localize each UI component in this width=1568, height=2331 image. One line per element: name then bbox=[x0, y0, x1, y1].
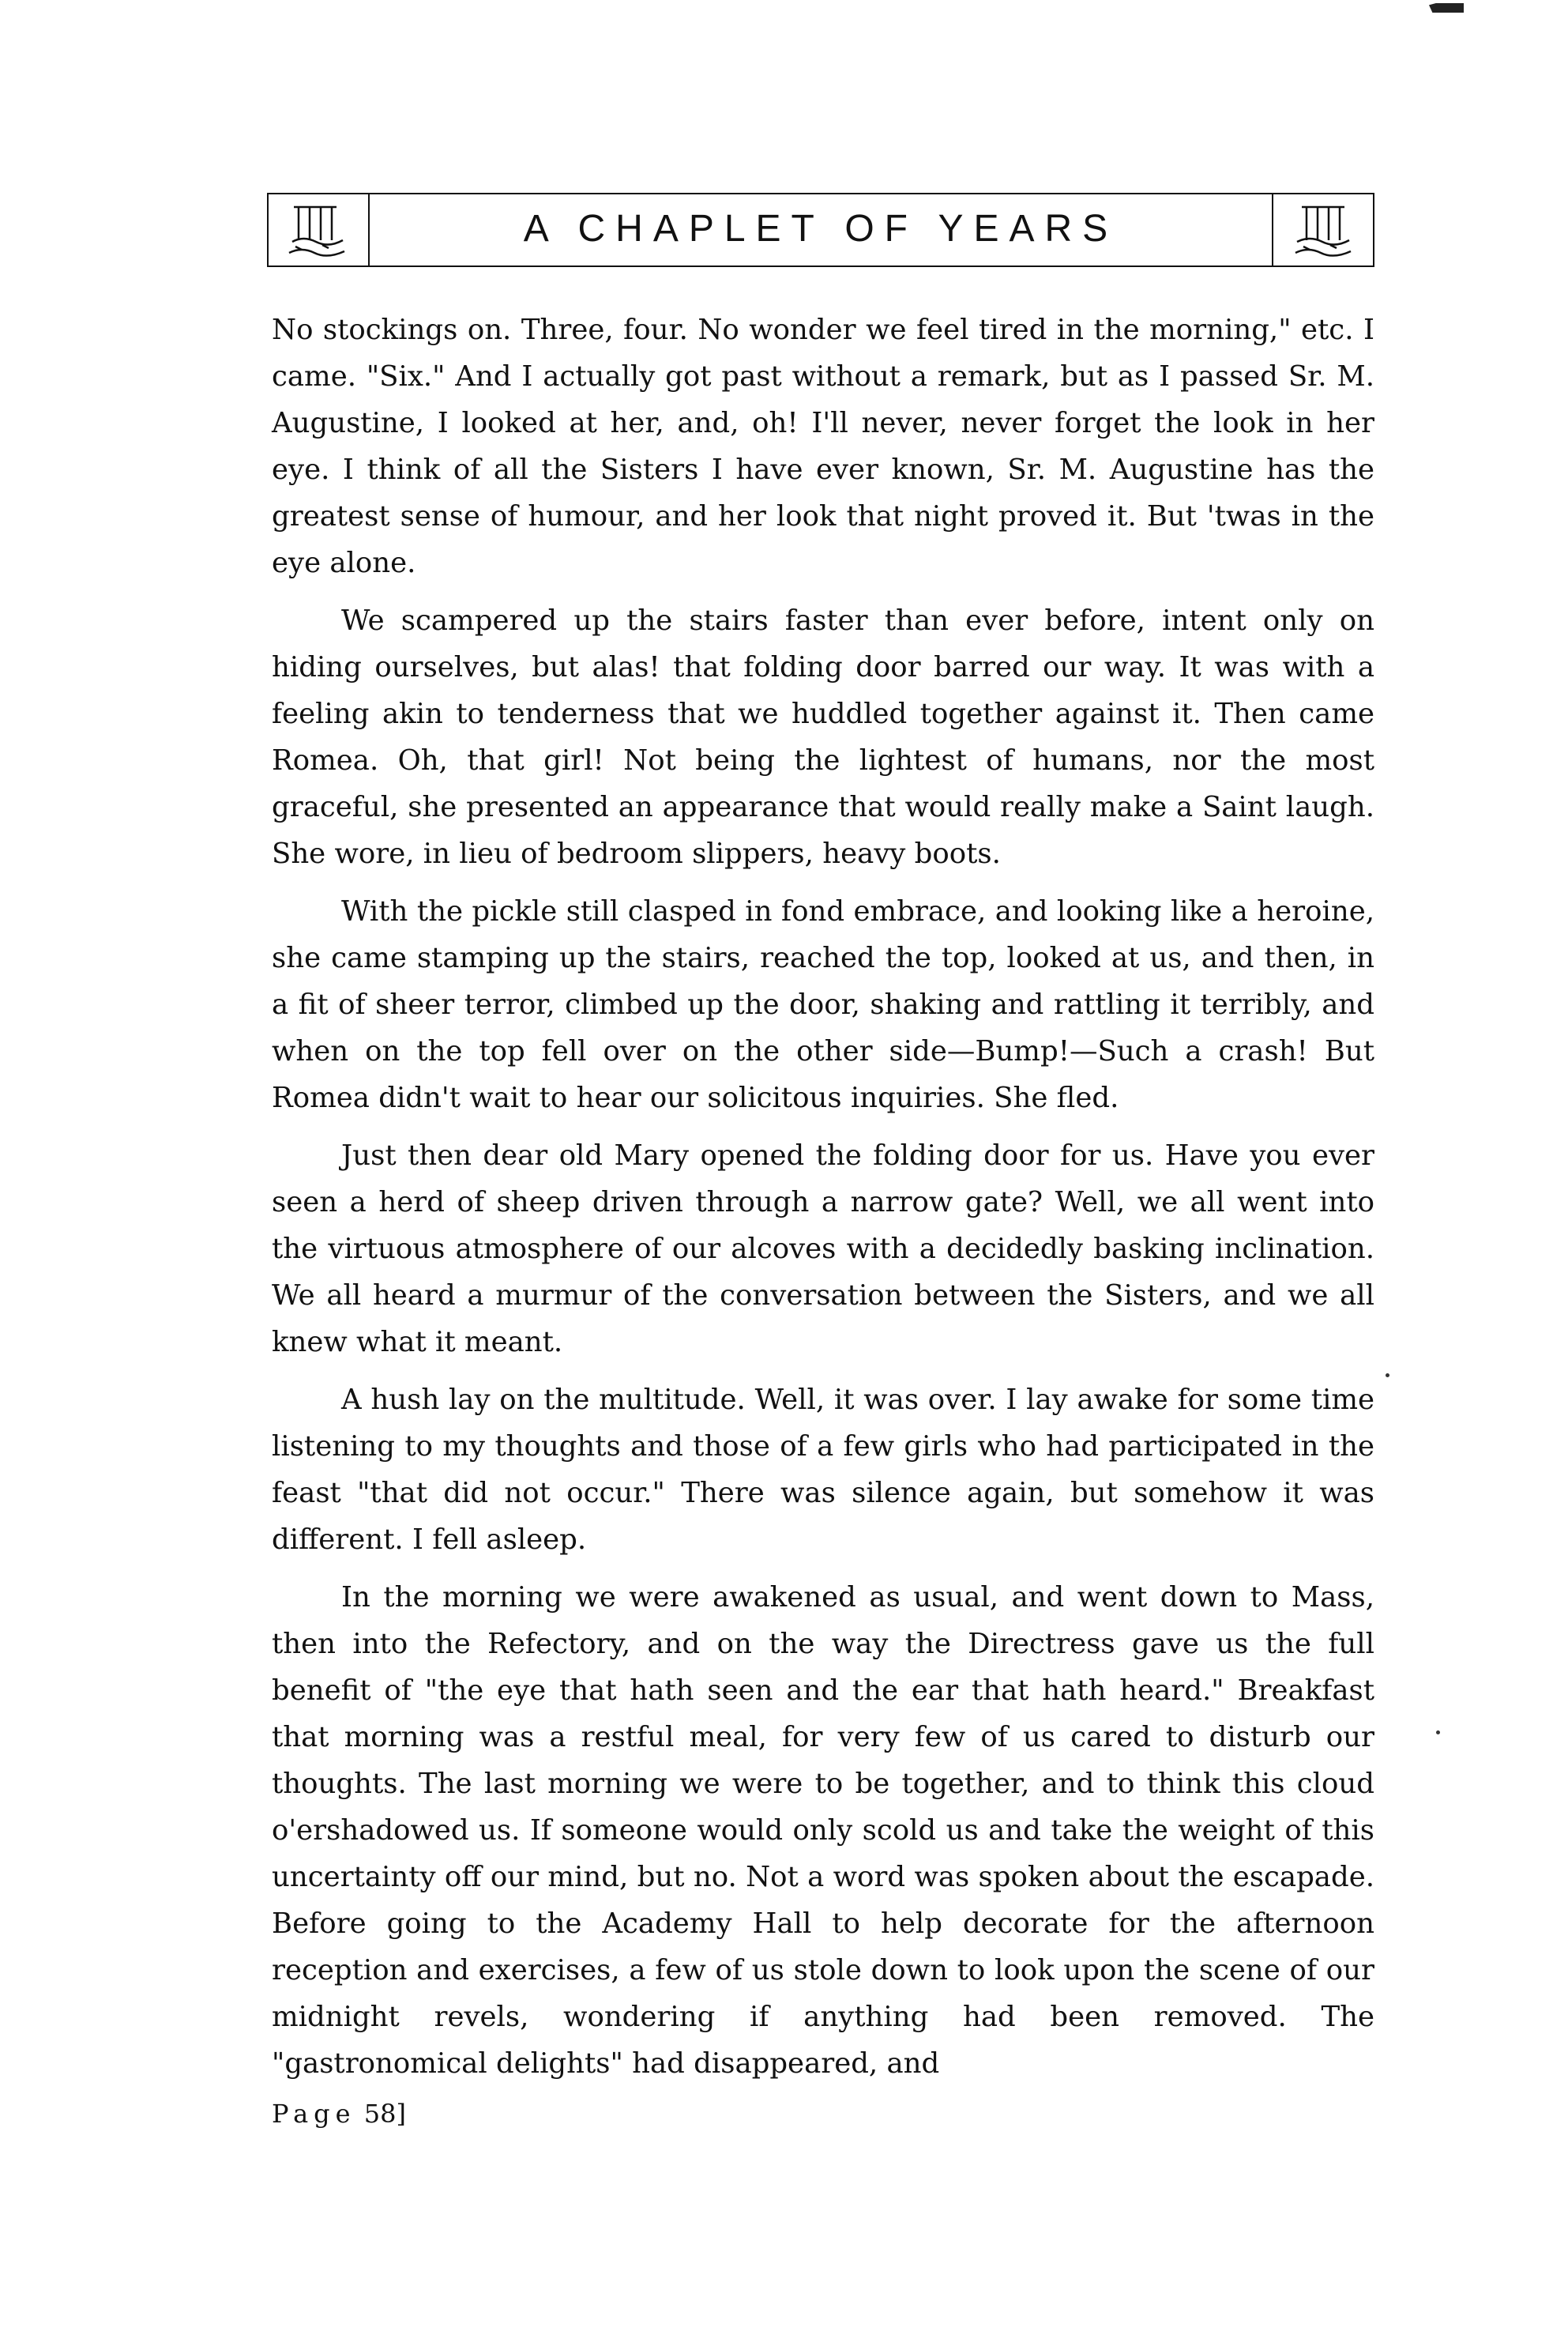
paragraph: A hush lay on the multitude. Well, it was over. I lay awake for some time listening to my thoughts and those of a few girls who had participated in the feast "that did not occur." There was silence again, but somehow it was different. I fell asleep. bbox=[272, 1384, 1374, 1556]
book-ornament-icon bbox=[1280, 196, 1367, 264]
paragraph: Just then dear old Mary opened the folding door for us. Have you ever seen a herd of sheep driven through a narrow gate? Well, we all went into the virtuous atmosphere of our alcoves with a decidedly basking inclination. We all heard a murmur of the conversation between the Sisters, and we all knew what it meant. bbox=[272, 1139, 1374, 1358]
book-ornament-icon bbox=[275, 196, 362, 264]
header-title: A CHAPLET OF YEARS bbox=[523, 208, 1119, 250]
stray-dot bbox=[1436, 1730, 1440, 1734]
paragraph: No stockings on. Three, four. No wonder we feel tired in the morning," etc. I came. "Six." And I actually got past without a remark, but as I passed Sr. M. Augustine, I looked at her, and, oh! I'll never, never forget the look in her eye. I think of all the Sisters I have ever known, Sr. M. Augustine has the greatest sense of humour, and her look that night proved it. But 'twas in the eye alone. bbox=[272, 314, 1374, 579]
stray-dot bbox=[1386, 1373, 1389, 1377]
running-header bbox=[267, 186, 1374, 273]
body-text bbox=[272, 307, 1374, 2098]
header-top-rule bbox=[267, 193, 1374, 194]
paragraph: We scampered up the stairs faster than ever before, intent only on hiding ourselves, but alas! that folding door barred our way. It was with a feeling akin to tenderness that we huddled together against it. Then came Romea. Oh, that girl! Not being the lightest of humans, nor the most graceful, she presented an appearance that would really make a Saint laugh. She wore, in lieu of bedroom slippers, heavy boots. bbox=[272, 604, 1374, 870]
page-label: Page bbox=[272, 2099, 356, 2129]
page-number bbox=[272, 2098, 406, 2130]
header-bottom-rule bbox=[267, 265, 1374, 267]
page-number-value: 58] bbox=[363, 2099, 406, 2129]
corner-scan-mark bbox=[1429, 3, 1464, 13]
paragraph: With the pickle still clasped in fond embrace, and looking like a heroine, she came stamping up the stairs, reached the top, looked at us, and then, in a fit of sheer terror, climbed up the door, shaking and rattling it terribly, and when on the top fell over on the other side—Bump!—Such a crash! But Romea didn't wait to hear our solicitous inquiries. She fled. bbox=[272, 895, 1374, 1114]
paragraph: In the morning we were awakened as usual, and went down to Mass, then into the Refectory, and on the way the Directress gave us the full benefit of "the eye that hath seen and the ear that hath heard." Breakfast that morning was a restful meal, for very few of us cared to disturb our thoughts. The last morning we were to be together, and to think this cloud o'ershadowed us. If someone would only scold us and take the weight of this uncertainty off our mind, but no. Not a word was spoken about the escapade. Before going to the Academy Hall to help decorate for the afternoon reception and exercises, a few of us stole down to look upon the scene of our midnight revels, wondering if anything had been removed. The "gastronomical delights" had disappeared, and bbox=[272, 1581, 1374, 2080]
header-left-border bbox=[267, 193, 269, 267]
header-right-border bbox=[1373, 193, 1374, 267]
